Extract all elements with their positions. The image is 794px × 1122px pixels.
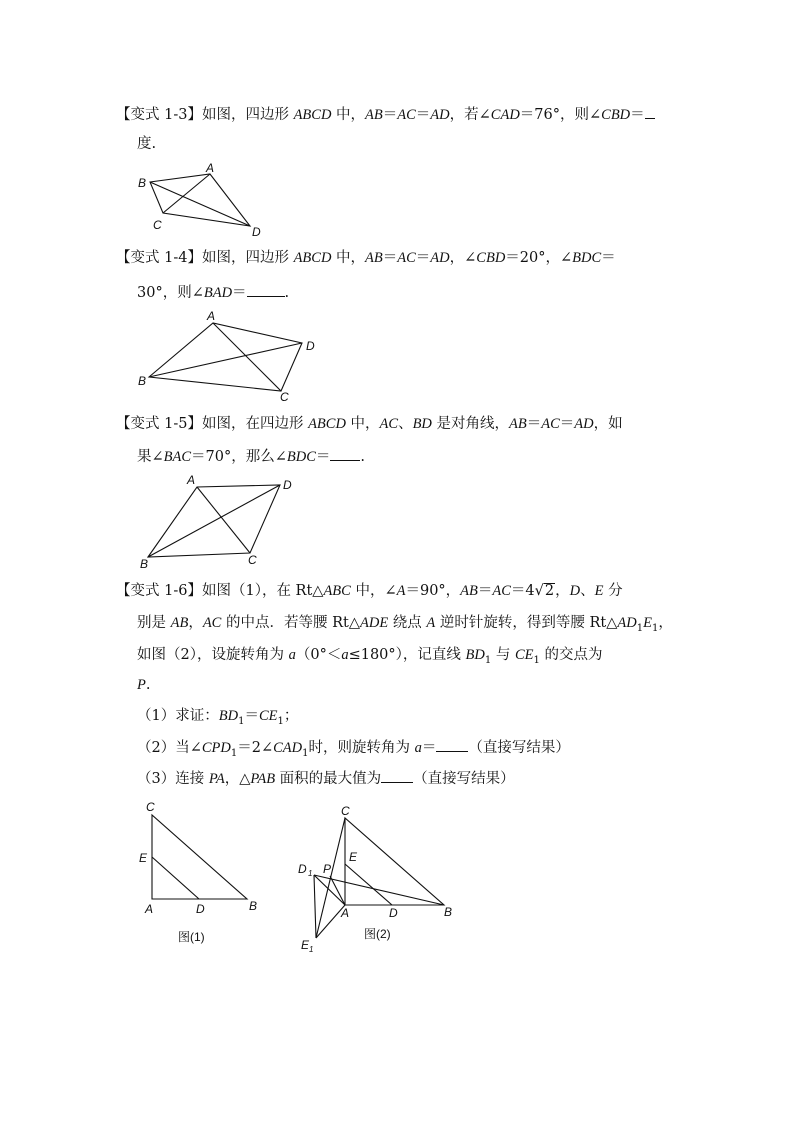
label-a: A (187, 473, 196, 487)
label-d: D (196, 902, 205, 916)
label-e: E (139, 851, 148, 865)
label-c: C (280, 390, 289, 404)
label-a: A (207, 309, 216, 323)
label-d1: D (298, 862, 307, 876)
label-a: A (206, 161, 215, 175)
problem-1-4-line2: 30°，则∠BAD＝ . (137, 282, 289, 303)
label-e: E (349, 850, 358, 864)
problem-tag: 【变式 1-3】 (116, 107, 202, 123)
label-b: B (444, 905, 453, 919)
problem-tag: 【变式 1-4】 (116, 250, 202, 266)
problem-1-5-line1: 【变式 1-5】如图，在四边形 ABCD 中，AC、BD 是对角线，AB＝AC＝AD，如 (116, 416, 623, 432)
label-e1: E (301, 938, 310, 952)
label-a: A (145, 902, 154, 916)
problem-1-6-line2: 别是 AB，AC 的中点．若等腰 Rt△ADE 绕点 A 逆时针旋转，得到等腰 $Rt\triangle AD_1E_1$， (137, 615, 673, 634)
triangle-abc (345, 818, 444, 905)
label-d1-subscript: 1 (308, 869, 313, 878)
line-bd1 (314, 875, 444, 905)
figure-caption-1: 图(1) (178, 930, 205, 944)
label-c: C (153, 218, 162, 232)
problem-tag: 【变式 1-6】 (116, 583, 202, 599)
question-1: （1）求证：$BD_1=CE_1$； (137, 708, 299, 727)
label-b: B (140, 557, 149, 571)
label-b: B (138, 374, 147, 388)
problem-1-6-line4: P. (137, 677, 151, 693)
problem-1-6-line3: 如图（2），设旋转角为 a（0°＜a≤180°），记直线 $BD_1$ 与 $CE_1$ 的交点为 (137, 647, 603, 666)
problem-1-3-line1: 【变式 1-3】如图，四边形 ABCD 中，AB＝AC＝AD，若∠CAD＝76°，则∠CBD＝ (116, 104, 655, 125)
question-3: （3）连接 PA，△PAB 面积的最大值为 （直接写结果） (137, 768, 515, 789)
label-d: D (306, 339, 315, 353)
problem-1-6-line1: 【变式 1-6】如图（1），在 Rt△ABC 中，∠A＝90°，AB＝AC＝4√2，D、E 分 (116, 583, 623, 599)
label-d: D (252, 225, 261, 239)
label-e1-subscript: 1 (309, 945, 314, 954)
problem-1-3-line2: 度. (137, 136, 157, 152)
segment-de (345, 864, 392, 905)
label-a: A (341, 906, 350, 920)
problem-tag: 【变式 1-5】 (116, 416, 202, 432)
label-p: P (323, 862, 332, 876)
label-d: D (389, 906, 398, 920)
label-b: B (249, 899, 258, 913)
label-c: C (146, 800, 155, 814)
question-2: （2）当$\angle CPD_1=2\angle CAD_1$时，则旋转角为 a＝ （直接写结果） (137, 737, 570, 764)
segment-d1e1 (314, 875, 316, 938)
label-c: C (248, 553, 257, 567)
problem-1-5-line2: 果∠BAC＝70°，那么∠BDC＝ . (137, 446, 365, 467)
label-c: C (341, 804, 350, 818)
label-d: D (283, 478, 292, 492)
problem-1-4-line1: 【变式 1-4】如图，四边形 ABCD 中，AB＝AC＝AD，∠CBD＝20°，∠BDC＝ (116, 250, 616, 266)
figure-caption-2: 图(2) (364, 927, 391, 941)
label-b: B (138, 176, 147, 190)
segment-ad1 (314, 875, 345, 905)
